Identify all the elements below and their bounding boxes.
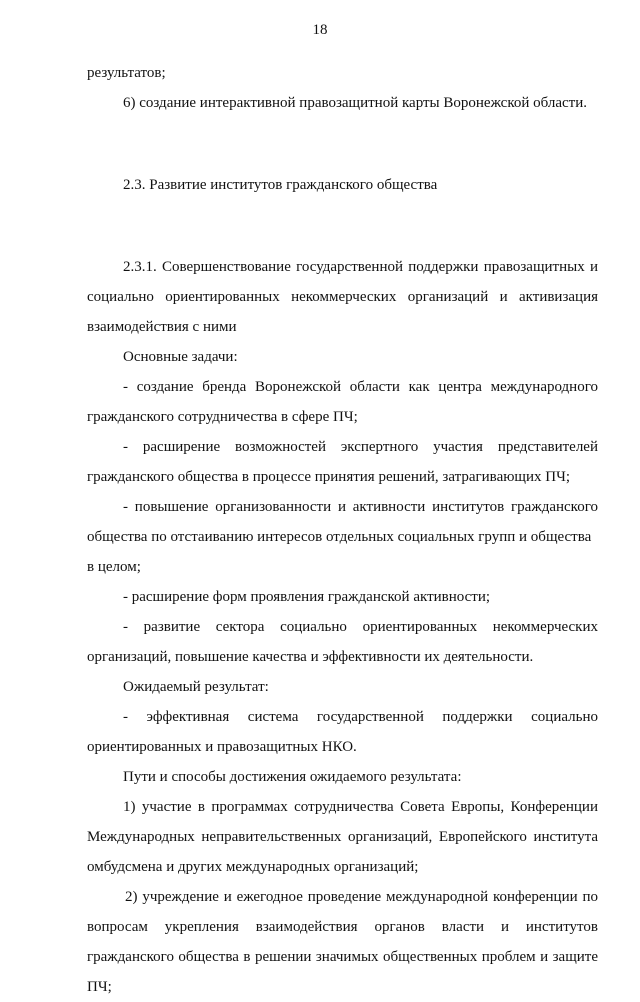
subsection-heading-line: 2.3.1. Совершенствование государственной поддержки правозащитных и	[123, 259, 598, 275]
task-item-line: - повышение организованности и активности институтов гражданского	[123, 499, 598, 515]
method-item-line: 1) участие в программах сотрудничества Совета Европы, Конференции	[123, 799, 598, 815]
methods-label: Пути и способы достижения ожидаемого результата:	[123, 769, 462, 785]
task-item-line: организаций, повышение качества и эффективности их деятельности.	[87, 649, 534, 665]
subsection-heading-line: социально ориентированных некоммерческих организаций и активизация	[87, 289, 598, 305]
document-body	[87, 58, 598, 1002]
task-item-line: гражданского сотрудничества в сфере ПЧ;	[87, 409, 358, 425]
task-item-line: - расширение возможностей экспертного участия представителей	[123, 439, 598, 455]
task-item-line: - создание бренда Воронежской области как центра международного	[123, 379, 598, 395]
tasks-label: Основные задачи:	[123, 349, 238, 365]
task-item-line: гражданского общества в процессе принятия решений, затрагивающих ПЧ;	[87, 469, 571, 485]
subsection-heading-line: взаимодействия с ними	[87, 319, 237, 335]
result-item-line: - эффективная система государственной поддержки социально	[123, 709, 598, 725]
method-item-line: 2) учреждение и ежегодное проведение международной конференции по	[125, 889, 598, 905]
method-item-line: Международных неправительственных организаций, Европейского института	[87, 829, 598, 845]
task-item-line: - расширение форм проявления гражданской активности;	[123, 589, 491, 605]
task-item-line: - развитие сектора социально ориентированных некоммерческих	[123, 619, 598, 635]
method-item-line: ПЧ;	[87, 979, 112, 995]
method-item-line: омбудсмена и других международных организаций;	[87, 859, 419, 875]
task-item-line: общества по отстаиванию интересов отдельных социальных групп и общества	[87, 529, 592, 545]
list-item: 6) создание интерактивной правозащитной карты Воронежской области.	[123, 95, 588, 111]
section-heading: 2.3. Развитие институтов гражданского общества	[123, 177, 438, 193]
method-item-line: вопросам укрепления взаимодействия органов власти и институтов	[87, 919, 598, 935]
expected-result-label: Ожидаемый результат:	[123, 679, 269, 695]
task-item-line: в целом;	[87, 559, 141, 575]
page-number: 18	[312, 22, 328, 38]
result-item-line: ориентированных и правозащитных НКО.	[87, 739, 357, 755]
paragraph-line: результатов;	[87, 65, 166, 81]
method-item-line: гражданского общества в решении значимых общественных проблем и защите	[87, 949, 598, 965]
